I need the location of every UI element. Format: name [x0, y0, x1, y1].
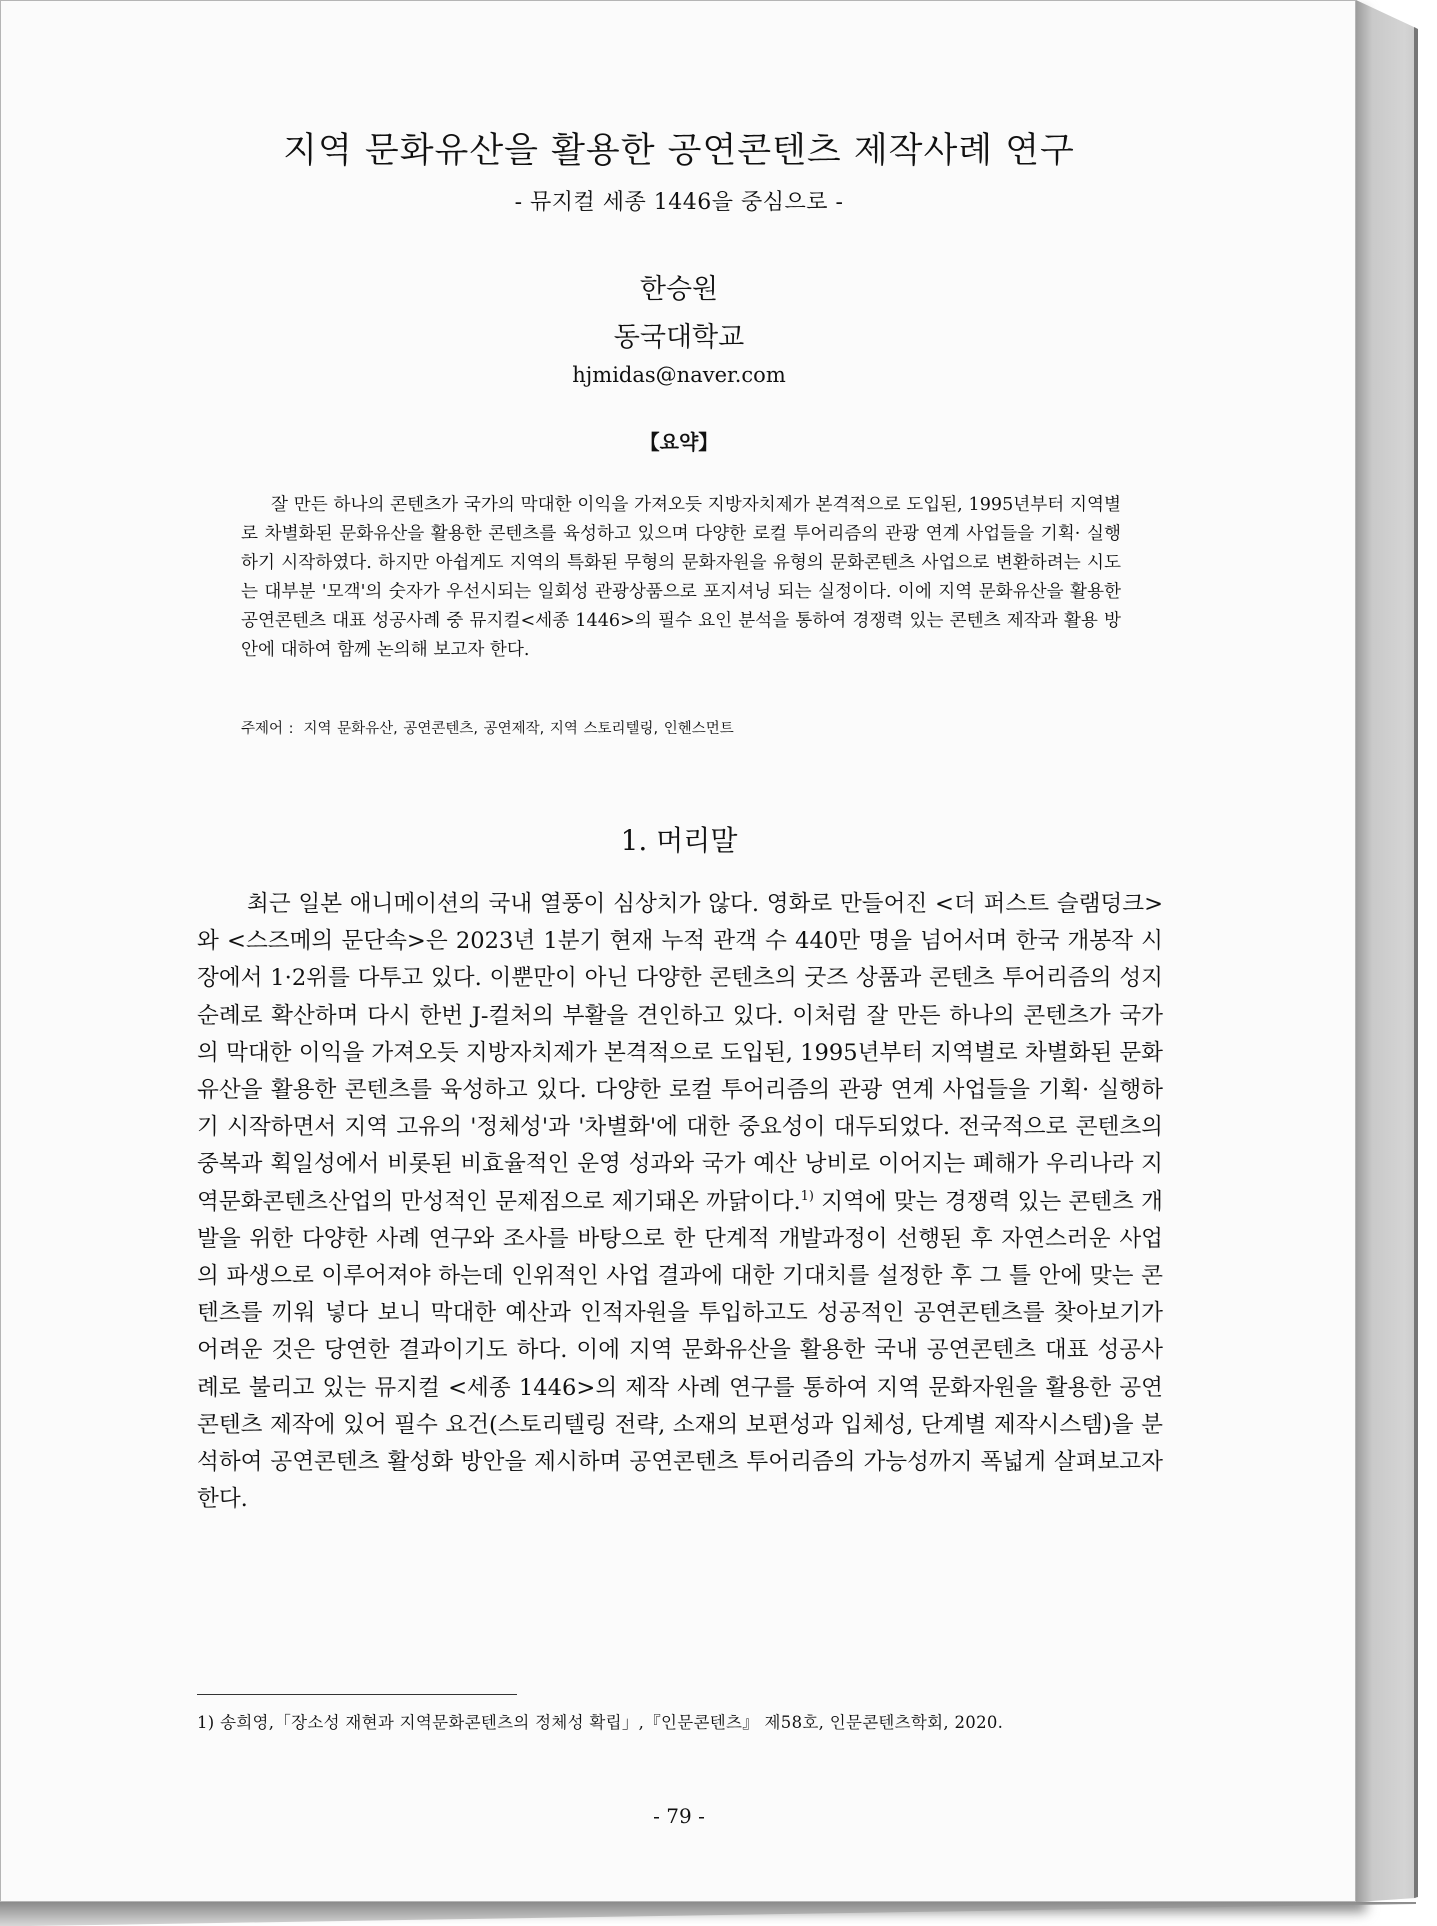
- abstract-text: 잘 만든 하나의 콘텐츠가 국가의 막대한 이익을 가져오듯 지방자치제가 본격적으로 도입된, 1995년부터 지역별로 차별화된 문화유산을 활용한 콘텐츠를 육성하고 있으며 다양한 로컬 투어리즘의 관광 연계 사업들을 기획· 실행하기 시작하였다. 하지만 아쉽게도 지역의 특화된 무형의 문화자원을 유형의 문화콘텐츠 사업으로 변환하려는 시도는 대부분 '모객'의 숫자가 우선시되는 일회성 관광상품으로 포지셔닝 되는 실정이다. 이에 지역 문화유산을 활용한 공연콘텐츠 대표 성공사례 중 뮤지컬<세종 1446>의 필수 요인 분석을 통하여 경쟁력 있는 콘텐츠 제작과 활용 방안에 대하여 함께 논의해 보고자 한다.: [241, 495, 1121, 660]
- footnote-divider: [197, 1694, 517, 1695]
- keywords: [241, 717, 1121, 738]
- footnote-text: 1) 송희영,「장소성 재현과 지역문화콘텐츠의 정체성 확립」,『인문콘텐츠』 제58호, 인문콘텐츠학회, 2020.: [197, 1713, 1004, 1732]
- abstract-heading: 【요약】: [639, 430, 719, 454]
- body-text-part2: 지역에 맞는 경쟁력 있는 콘텐츠 개발을 위한 다양한 사례 연구와 조사를 바탕으로 한 단계적 개발과정이 선행된 후 자연스러운 사업의 파생으로 이루어져야 하는데 인위적인 사업 결과에 대한 기대치를 설정한 후 그 틀 안에 맞는 콘텐츠를 끼워 넣다 보니 막대한 예산과 인적자원을 투입하고도 성공적인 공연콘텐츠를 찾아보기가 어려운 것은 당연한 결과이기도 하다. 이에 지역 문화유산을 활용한 국내 공연콘텐츠 대표 성공사례로 불리고 있는 뮤지컬 <세종 1446>의 제작 사례 연구를 통하여 지역 문화자원을 활용한 공연콘텐츠 제작에 있어 필수 요건(스토리텔링 전략, 소재의 보편성과 입체성, 단계별 제작시스템)을 분석하여 공연콘텐츠 활성화 방안을 제시하며 공연콘텐츠 투어리즘의 가능성까지 폭넓게 살펴보고자 한다.: [197, 1188, 1163, 1513]
- section-heading: 1. 머리말: [620, 824, 738, 857]
- paper-title: 지역 문화유산을 활용한 공연콘텐츠 제작사례 연구: [283, 131, 1075, 171]
- page-side-edge: [1356, 0, 1437, 1926]
- page-number: - 79 -: [653, 1804, 705, 1828]
- keywords-list: 지역 문화유산, 공연콘텐츠, 공연제작, 지역 스토리텔링, 인헨스먼트: [303, 721, 734, 737]
- page-bottom-edge: [0, 1902, 1437, 1926]
- footnote-reference[interactable]: 1): [800, 1188, 814, 1204]
- keywords-label: 주제어 :: [241, 721, 294, 737]
- author-name: 한승원: [639, 274, 719, 305]
- author-email: hjmidas@naver.com: [572, 363, 786, 387]
- paper-subtitle: - 뮤지컬 세종 1446을 중심으로 -: [514, 190, 844, 215]
- author-affiliation: 동국대학교: [613, 322, 745, 353]
- body-paragraph: [197, 886, 1163, 1518]
- body-text-part1: 최근 일본 애니메이션의 국내 열풍이 심상치가 않다. 영화로 만들어진 <더 퍼스트 슬램덩크>와 <스즈메의 문단속>은 2023년 1분기 현재 누적 관객 수 440만 명을 넘어서며 한국 개봉작 시장에서 1·2위를 다투고 있다. 이뿐만이 아닌 다양한 콘텐츠의 굿즈 상품과 콘텐츠 투어리즘의 성지 순례로 확산하며 다시 한번 J-컬처의 부활을 견인하고 있다. 이처럼 잘 만든 하나의 콘텐츠가 국가의 막대한 이익을 가져오듯 지방자치제가 본격적으로 도입된, 1995년부터 지역별로 차별화된 문화유산을 활용한 콘텐츠를 육성하고 있다. 다양한 로컬 투어리즘의 관광 연계 사업들을 기획· 실행하기 시작하면서 지역 고유의 '정체성'과 '차별화'에 대한 중요성이 대두되었다. 전국적으로 콘텐츠의 중복과 획일성에서 비롯된 비효율적인 운영 성과와 국가 예산 낭비로 이어지는 폐해가 우리나라 지역문화콘텐츠산업의 만성적인 문제점으로 제기돼온 까닭이다.: [197, 891, 1163, 1215]
